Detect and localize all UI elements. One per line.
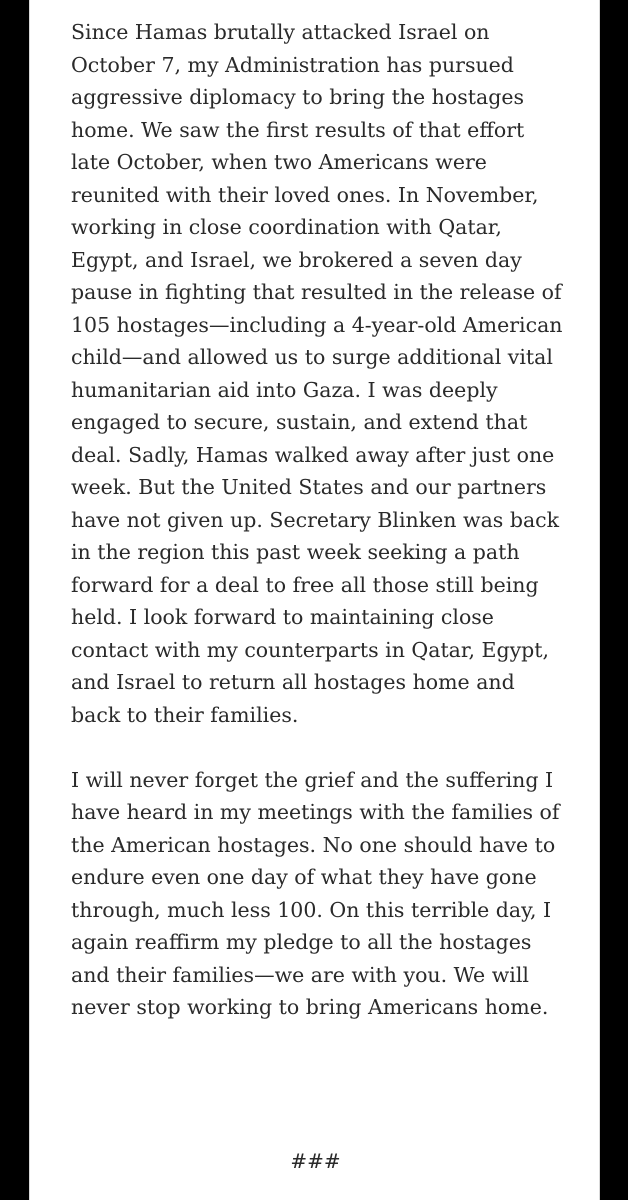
text-line: I will never forget the grief and the suffering I	[71, 767, 554, 792]
text-line: the American hostages. No one should have to	[71, 832, 556, 857]
text-line: and Israel to return all hostages home and	[71, 670, 515, 694]
end-of-release-mark: ###	[290, 1149, 341, 1173]
text-line: in the region this past week seeking a path	[71, 540, 520, 564]
text-line: never stop working to bring Americans home.	[71, 995, 549, 1019]
text-line: humanitarian aid into Gaza. I was deeply	[71, 377, 498, 402]
text-line: forward for a deal to free all those still being	[71, 572, 539, 597]
text-line: engaged to secure, sustain, and extend that	[71, 410, 528, 434]
text-line: child—and allowed us to surge additional vital	[71, 345, 553, 369]
paragraph-1	[71, 16, 596, 731]
document-page	[29, 0, 600, 1200]
text-line: reunited with their loved ones. In November,	[71, 182, 539, 207]
paragraph-gap	[71, 731, 596, 764]
text-line: have not given up. Secretary Blinken was back	[71, 507, 560, 532]
text-line: late October, when two Americans were	[71, 150, 487, 174]
text-line: back to their families.	[71, 702, 299, 727]
text-line: week. But the United States and our partners	[71, 475, 547, 499]
text-line: working in close coordination with Qatar,	[71, 215, 502, 239]
text-line: Since Hamas brutally attacked Israel on	[71, 20, 490, 44]
statement-text	[71, 16, 596, 1024]
text-line: 105 hostages—including a 4-year-old American	[71, 312, 563, 337]
text-line: home. We saw the first results of that effort	[71, 117, 525, 142]
text-line: aggressive diplomacy to bring the hostages	[71, 85, 524, 109]
text-line: pause in fighting that resulted in the release of	[71, 280, 562, 304]
text-line: held. I look forward to maintaining close	[71, 605, 494, 629]
paragraph-2	[71, 764, 596, 1024]
text-line: and their families—we are with you. We will	[71, 962, 529, 987]
text-line: have heard in my meetings with the families of	[71, 800, 560, 824]
text-line: again reaffirm my pledge to all the hostages	[71, 930, 532, 954]
text-line: endure even one day of what they have gone	[71, 865, 537, 889]
text-line: deal. Sadly, Hamas walked away after just one	[71, 442, 555, 467]
text-line: through, much less 100. On this terrible day, I	[71, 897, 552, 922]
text-line: Egypt, and Israel, we brokered a seven day	[71, 247, 522, 272]
text-line: October 7, my Administration has pursued	[71, 52, 514, 77]
text-line: contact with my counterparts in Qatar, Egypt,	[71, 637, 550, 662]
